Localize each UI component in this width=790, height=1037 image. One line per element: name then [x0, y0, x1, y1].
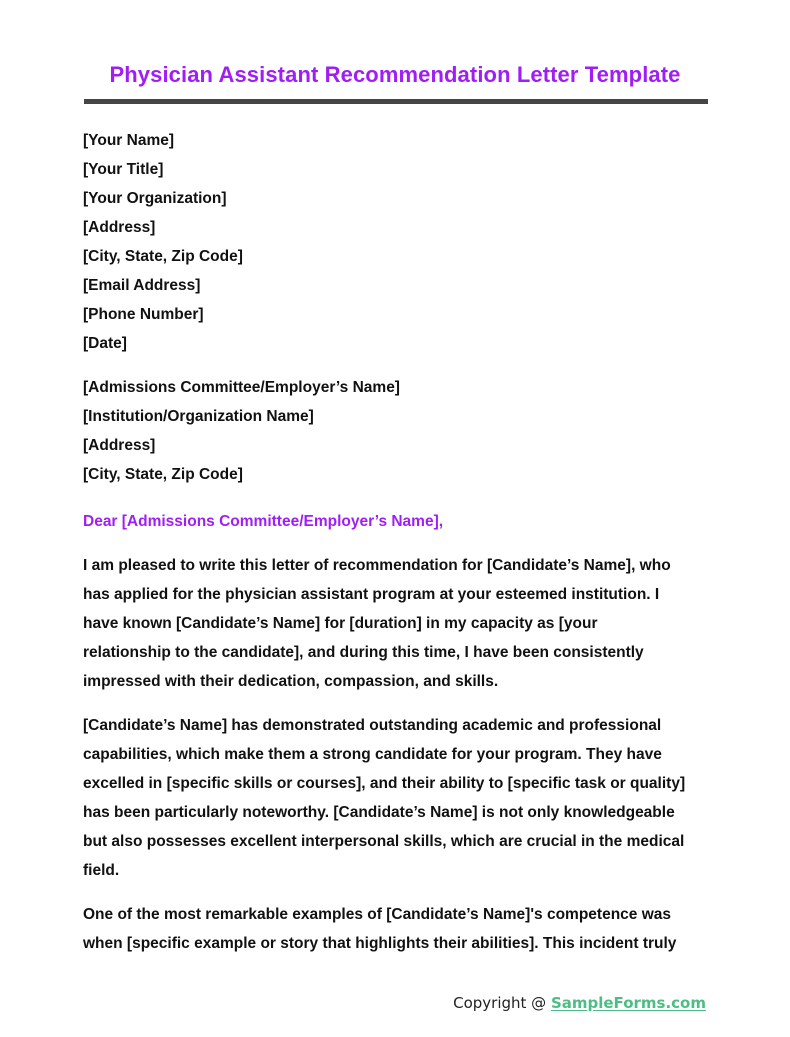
- paragraph-line: impressed with their dedication, compassion, and skills.: [83, 673, 499, 690]
- paragraph-line: capabilities, which make them a strong candidate for your program. They have: [83, 746, 662, 763]
- paragraph-line: I am pleased to write this letter of recommendation for [Candidate’s Name], who: [83, 557, 671, 574]
- paragraph-line: when [specific example or story that highlights their abilities]. This incident truly: [83, 935, 677, 952]
- sender-address-block: [83, 126, 243, 358]
- recipient-organization: [Institution/Organization Name]: [83, 408, 314, 425]
- body-paragraph-2: [83, 711, 713, 885]
- recipient-address: [Address]: [83, 437, 156, 454]
- sender-name: [Your Name]: [83, 132, 175, 149]
- paragraph-line: but also possesses excellent interpersonal skills, which are crucial in the medical: [83, 833, 685, 850]
- sampleforms-link[interactable]: SampleForms.com: [550, 994, 706, 1012]
- paragraph-line: have known [Candidate’s Name] for [duration] in my capacity as [your: [83, 615, 598, 632]
- sender-address: [Address]: [83, 219, 156, 236]
- recipient-city-state-zip: [City, State, Zip Code]: [83, 466, 243, 483]
- sender-city-state-zip: [City, State, Zip Code]: [83, 248, 243, 265]
- copyright-footer: [453, 994, 706, 1012]
- salutation: Dear [Admissions Committee/Employer’s Name],: [83, 513, 444, 530]
- paragraph-line: has applied for the physician assistant program at your esteemed institution. I: [83, 586, 660, 603]
- paragraph-line: excelled in [specific skills or courses], and their ability to [specific task or quality]: [83, 775, 686, 792]
- copyright-text: Copyright @: [453, 994, 551, 1012]
- recipient-name: [Admissions Committee/Employer’s Name]: [83, 379, 400, 396]
- body-paragraph-1: [83, 551, 713, 696]
- paragraph-line: One of the most remarkable examples of [Candidate’s Name]'s competence was: [83, 906, 672, 923]
- sender-email: [Email Address]: [83, 277, 201, 294]
- paragraph-line: field.: [83, 862, 120, 879]
- sender-title: [Your Title]: [83, 161, 164, 178]
- paragraph-line: has been particularly noteworthy. [Candidate’s Name] is not only knowledgeable: [83, 804, 675, 821]
- sender-phone: [Phone Number]: [83, 306, 204, 323]
- title-divider: [84, 99, 708, 104]
- paragraph-line: relationship to the candidate], and during this time, I have been consistently: [83, 644, 644, 661]
- body-paragraph-3: [83, 900, 713, 958]
- letter-date: [Date]: [83, 335, 127, 352]
- paragraph-line: [Candidate’s Name] has demonstrated outstanding academic and professional: [83, 717, 662, 734]
- sender-organization: [Your Organization]: [83, 190, 227, 207]
- document-title: Physician Assistant Recommendation Letter Template: [109, 62, 681, 87]
- recipient-address-block: [83, 373, 400, 489]
